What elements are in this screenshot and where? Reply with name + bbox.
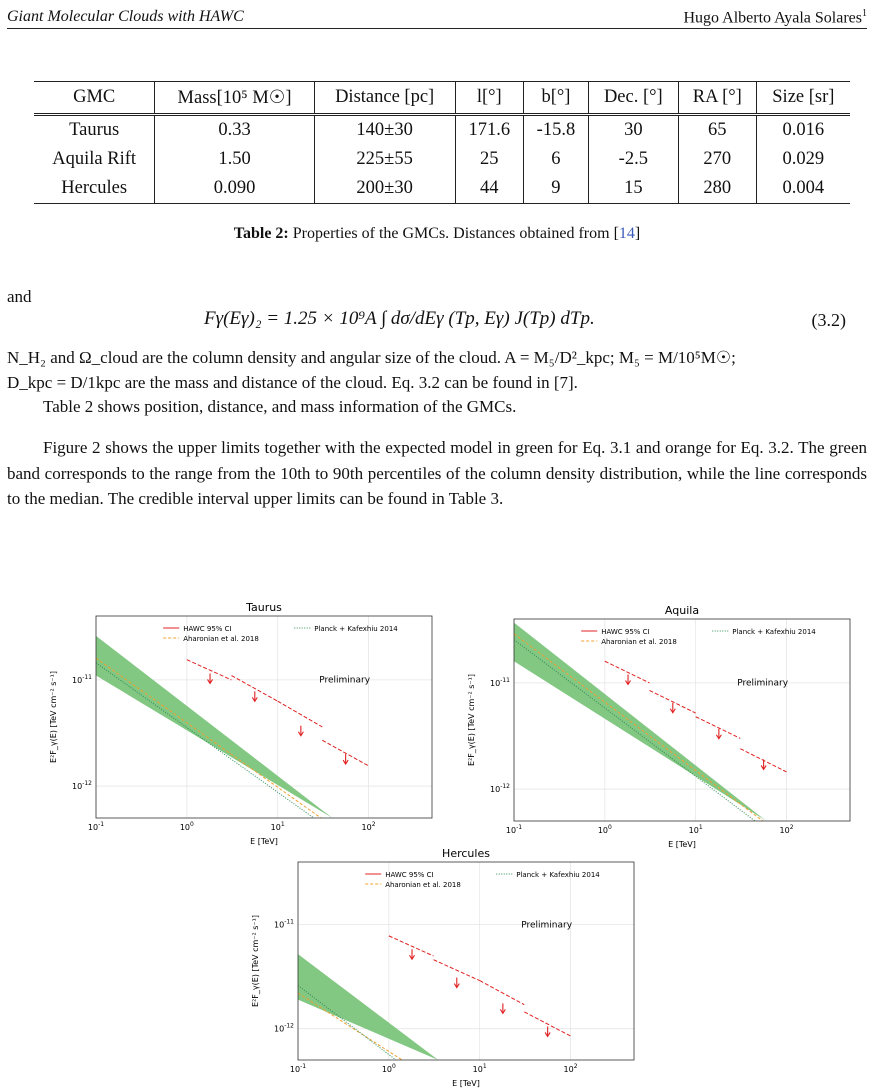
x-axis-label: E [TeV] xyxy=(452,1079,480,1088)
col-header: Dec. [°] xyxy=(588,82,678,115)
tick-exponent: 2 xyxy=(789,824,794,831)
x-tick-label: $10^0$ xyxy=(179,821,194,832)
hercules-plot xyxy=(232,846,640,1092)
table-cell: 9 xyxy=(524,174,589,204)
hawc-limit-segment xyxy=(187,660,232,680)
table-cell: -2.5 xyxy=(588,145,678,174)
legend-item: Aharonian et al. 2018 xyxy=(601,638,677,646)
y-tick-label: $10^{-12}$ xyxy=(72,780,92,792)
connector-word: and xyxy=(7,287,32,306)
paragraph-definitions xyxy=(7,346,867,395)
equation: Fγ(Eγ)₂ = 1.25 × 10⁹A ∫ dσ/dEγ (Tp, Eγ) J(Tp) dTp. xyxy=(204,308,595,329)
table-cell: 280 xyxy=(678,174,756,204)
x-tick-label: $10^{-1}$ xyxy=(289,1063,307,1074)
table-cell: 65 xyxy=(678,115,756,146)
aquila-plot xyxy=(448,603,856,853)
tick-exponent: 2 xyxy=(371,821,376,828)
tick-exponent: 1 xyxy=(280,821,285,828)
plot-area xyxy=(514,623,787,821)
col-header: Size [sr] xyxy=(756,82,850,115)
model-band xyxy=(96,636,332,818)
tick-exponent: 0 xyxy=(190,821,194,828)
col-header: RA [°] xyxy=(678,82,756,115)
table-cell: Aquila Rift xyxy=(52,149,137,169)
table-cell: 140±30 xyxy=(314,115,455,146)
col-header: l[°] xyxy=(455,82,524,115)
hawc-limit-segment xyxy=(433,960,479,981)
x-tick-label: $10^2$ xyxy=(779,824,794,835)
author-name: Hugo Alberto Ayala Solares$^1$ xyxy=(683,8,867,27)
table-cell: 225±55 xyxy=(314,145,455,174)
hawc-limit-segment xyxy=(480,981,525,1005)
plot-title: Taurus xyxy=(246,601,282,614)
table-cell: -15.8 xyxy=(524,115,589,146)
text-line: D_kpc = D/1kpc are the mass and distance of the cloud. Eq. 3.2 can be found in [7]. xyxy=(7,372,578,392)
tick-exponent: -1 xyxy=(98,821,105,828)
paragraph-table-ref: Table 2 shows position, distance, and mass information of the GMCs. xyxy=(43,397,517,416)
plot-area xyxy=(96,636,369,818)
col-header: Distance [pc] xyxy=(314,82,455,115)
tick-exponent: -11 xyxy=(284,918,294,926)
y-tick-label: $10^{-11}$ xyxy=(72,673,92,685)
table-cell: 270 xyxy=(678,145,756,174)
y-axis-label: E²F_γ(E) [TeV cm⁻² s⁻¹] xyxy=(467,674,476,766)
table-cell: 0.004 xyxy=(756,174,850,204)
tick-exponent: 0 xyxy=(608,824,612,831)
paragraph-figure-desc: Figure 2 shows the upper limits together with the expected model in green for Eq. 3.1 and orange for Eq. 3.2. The green band corresponds to the range from the 10th to 90th percentiles of the column density distribution, while the line corresponds to the median. The credible interval upper limits can be found in Table 3. xyxy=(7,438,867,508)
x-tick-label: $10^2$ xyxy=(563,1063,578,1074)
gmc-properties-table xyxy=(34,81,850,204)
plot-frame xyxy=(298,862,634,1060)
text-line: N_H₂ and Ω_cloud are the column density and angular size of the cloud. A = M₅/D²_kpc; M₅ = M/10⁵M☉; xyxy=(7,348,736,367)
tick-exponent: -11 xyxy=(500,676,510,684)
col-header: GMC xyxy=(34,82,155,115)
tick-exponent: -1 xyxy=(516,824,523,831)
table-cell: 0.029 xyxy=(756,145,850,174)
tick-exponent: 0 xyxy=(392,1063,396,1070)
hawc-limit-segment xyxy=(389,936,434,956)
table-cell: 1.50 xyxy=(155,145,314,174)
citation-link[interactable]: 14 xyxy=(618,225,635,242)
legend-item: Planck + Kafexhiu 2014 xyxy=(732,628,816,636)
x-axis-label: E [TeV] xyxy=(250,837,278,846)
x-tick-label: $10^0$ xyxy=(597,824,612,835)
table-row xyxy=(34,145,850,174)
x-tick-label: $10^1$ xyxy=(472,1063,487,1074)
hawc-limit-segment xyxy=(605,661,650,683)
legend-item: HAWC 95% CI xyxy=(601,628,650,636)
tick-exponent: 2 xyxy=(573,1063,578,1070)
legend-item: HAWC 95% CI xyxy=(385,871,434,879)
model-band xyxy=(514,623,766,821)
y-tick-label: $10^{-12}$ xyxy=(490,783,510,795)
y-tick-label: $10^{-11}$ xyxy=(490,676,510,688)
y-tick-label: $10^{-12}$ xyxy=(274,1022,294,1034)
legend-item: Planck + Kafexhiu 2014 xyxy=(314,625,398,633)
preliminary-label: Preliminary xyxy=(521,920,573,931)
preliminary-label: Preliminary xyxy=(319,675,371,686)
plot-title: Hercules xyxy=(442,847,490,860)
legend-item: Planck + Kafexhiu 2014 xyxy=(516,871,600,879)
tick-exponent: -1 xyxy=(300,1063,307,1070)
table-cell: 0.090 xyxy=(155,174,314,204)
tick-exponent: -12 xyxy=(82,780,92,788)
table-row xyxy=(34,115,850,146)
preliminary-label: Preliminary xyxy=(737,678,789,689)
y-tick-label: $10^{-11}$ xyxy=(274,918,294,930)
plot-title: Aquila xyxy=(664,604,700,617)
col-header: Mass[10⁵ M☉] xyxy=(155,82,314,115)
page-header xyxy=(7,4,867,29)
hawc-limit-segment xyxy=(278,701,323,727)
x-tick-label: $10^1$ xyxy=(688,824,703,835)
table-caption: Table 2: Properties of the GMCs. Distances obtained from [14] xyxy=(233,225,641,242)
col-header: b[°] xyxy=(524,82,589,115)
table-cell: 0.33 xyxy=(155,115,314,146)
aharonian-line xyxy=(96,658,321,818)
tick-exponent: 1 xyxy=(482,1063,487,1070)
y-axis-label: E²F_γ(E) [TeV cm⁻² s⁻¹] xyxy=(251,915,260,1007)
x-tick-label: $10^0$ xyxy=(381,1063,396,1074)
taurus-plot xyxy=(30,600,438,850)
hawc-limit-segment xyxy=(696,717,741,739)
table-cell: 200±30 xyxy=(314,174,455,204)
x-axis-label: E [TeV] xyxy=(668,840,696,849)
legend-item: Aharonian et al. 2018 xyxy=(183,635,259,643)
x-tick-label: $10^2$ xyxy=(361,821,376,832)
plot-frame xyxy=(514,619,850,821)
table-cell: 25 xyxy=(455,145,524,174)
table-cell: 6 xyxy=(524,145,589,174)
tick-exponent: -11 xyxy=(82,673,92,681)
table-cell: 30 xyxy=(588,115,678,146)
plot-frame xyxy=(96,616,432,818)
x-tick-label: $10^{-1}$ xyxy=(505,824,523,835)
tick-exponent: -12 xyxy=(500,783,510,791)
table-cell: Hercules xyxy=(34,174,155,204)
y-axis-label: E²F_γ(E) [TeV cm⁻² s⁻¹] xyxy=(49,671,58,763)
table-header-row xyxy=(34,82,850,115)
equation-number: (3.2) xyxy=(811,310,846,330)
table-cell: 171.6 xyxy=(455,115,524,146)
tick-exponent: 1 xyxy=(698,824,703,831)
table-cell: Taurus xyxy=(69,120,120,140)
legend-item: HAWC 95% CI xyxy=(183,625,232,633)
table-cell: 15 xyxy=(588,174,678,204)
x-tick-label: $10^1$ xyxy=(270,821,285,832)
table-cell: 44 xyxy=(455,174,524,204)
x-tick-label: $10^{-1}$ xyxy=(87,821,105,832)
tick-exponent: -12 xyxy=(284,1022,294,1030)
legend-item: Aharonian et al. 2018 xyxy=(385,881,461,889)
running-title: Giant Molecular Clouds with HAWC xyxy=(7,8,244,25)
plot-area xyxy=(298,936,571,1060)
table-row xyxy=(34,174,850,204)
table-cell: 0.016 xyxy=(756,115,850,146)
